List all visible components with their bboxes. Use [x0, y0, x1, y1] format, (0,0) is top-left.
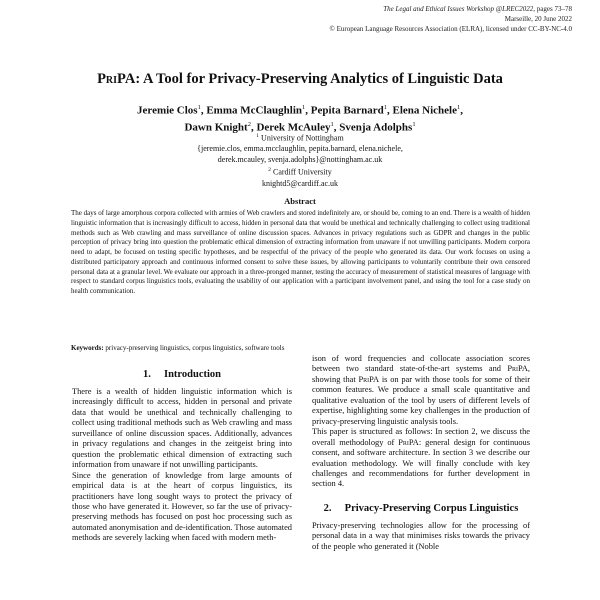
section-heading-privacy-preserving: 2. Privacy-Preserving Corpus Linguistics [323, 502, 519, 514]
affiliation-1-emails-line-2: derek.mcauley, svenja.adolphs}@nottingham.ac.uk [217, 154, 383, 164]
author: Derek McAuley [256, 121, 331, 134]
right-column [312, 354, 530, 552]
text-run: , showing that [312, 364, 530, 384]
paragraph: Privacy-preserving technologies allow for the processing of personal data in a way that minimises risks towards the privacy of the people who generated it (Noble [312, 520, 530, 551]
abstract-heading: Abstract [284, 196, 316, 206]
affiliation-number: 1 [256, 133, 260, 139]
author: Elena Nichele [392, 104, 457, 117]
copyright-line: © European Language Resources Association (ELRA), licensed under CC-BY-NC-4.0 [329, 25, 572, 33]
title-rest: : A Tool for Privacy-Preserving Analytics of Linguistic Data [135, 71, 503, 87]
author-line-1: Jeremie Clos$^1$, Emma McClaughlin$^1$, Pepita Barnard$^1$, Elena Nichele$^1$, [137, 104, 463, 117]
author: Dawn Knight [184, 121, 248, 134]
author-affiliation-mark: 1 [383, 104, 388, 111]
keywords [71, 344, 530, 353]
venue-pages: , pages 73–78 [533, 5, 572, 13]
left-column [72, 362, 292, 544]
keywords-text: privacy-preserving linguistics, corpus linguistics, software tools [103, 344, 285, 352]
author-affiliation-mark: 1 [412, 120, 416, 128]
affiliation-1 [80, 131, 520, 144]
author-affiliation-mark: 1 [457, 104, 461, 111]
paragraph [312, 354, 530, 427]
author-affiliation-mark: 1 [330, 120, 334, 128]
abstract-text: The days of large amorphous corpora collected with armies of Web crawlers and stored indefinitely are, or should be, coming to an end. There is a wealth of hidden linguistic information that is increasingly difficult to access, hidden in personal data that would be unethical and technically challenging to collect using traditional methods such as Web crawling and mass surveillance of online discussion spaces. Advances in privacy regulations such as GDPR and changes in the public perception of privacy bring into question the problematic ethical dimension of extracting information from unaware if not unwilling participants. Modern corpora need to adapt, be focused on testing specific hypotheses, and be respectful of the privacy of the people who generated its data. Our work focuses on using a distributed participatory approach and continuous informed consent to solve these issues, by allowing participants to voluntarily contribute their own censored personal data at a granular level. We evaluate our approach in a three-pronged manner, testing the accuracy of measurement of statistical measures of language with respect to standard corpus linguistics tools, evaluating the usability of our application with a participant involvement panel, and using the tool for a case study on health communication. [71, 209, 530, 295]
text-run: This paper is structured as follows: In section 2, we discuss the overall methodology of [312, 427, 530, 447]
tool-name: PriPA [398, 437, 419, 447]
affiliation-1-emails-line-1: {jeremie.clos, emma.mcclaughlin, pepita.barnard, elena.nichele, [197, 144, 403, 154]
author-line-2: Dawn Knight$^2$, Derek McAuley$^1$, Svenja Adolphs$^1$ [184, 120, 416, 134]
location-date: Marseille, 20 June 2022 [504, 15, 572, 23]
text-run: ison of word frequencies and collocate association scores between two standard state-of-the-art systems and [312, 354, 530, 374]
venue-line [12, 4, 572, 14]
tool-name: PriPA [507, 364, 528, 374]
author: Emma McClaughlin [206, 104, 302, 117]
text-run: is on par with those tools for some of their common features. We produce a small scale quantitative and qualitative evaluation of the tool by users of different levels of expertise, highlighting some key challenges in the production of privacy-preserving linguistic analysis tools. [312, 374, 530, 426]
tool-name: PriPA [358, 374, 380, 384]
paragraph [312, 427, 530, 490]
author: Pepita Barnard [310, 104, 384, 117]
affiliation-2-email: knightd5@cardiff.ac.uk [261, 178, 339, 188]
keywords-label: Keywords: [71, 344, 104, 352]
section-heading-introduction: 1. Introduction [143, 369, 221, 380]
venue-name: The Legal and Ethical Issues Workshop @LREC2022 [383, 5, 534, 13]
paragraph: Since the generation of knowledge from large amounts of empirical data is at the heart of corpus linguistics, its practitioners have long sought ways to protect the privacy of those who have generated it. However, so far the use of privacy-preserving methods has focused on post hoc processing such as automated anonymisation and de-identification. Those automated methods are severely lacking when faced with modern meth- [72, 470, 292, 543]
author: Jeremie Clos [137, 104, 198, 117]
affiliation-name: University of Nottingham [261, 133, 344, 143]
affiliation-2 [80, 165, 520, 178]
author-list [60, 101, 540, 134]
tool-name: PriPA [97, 71, 136, 87]
author-affiliation-mark: 1 [302, 104, 306, 111]
author-affiliation-mark: 2 [247, 120, 251, 128]
affiliation-name: Cardiff University [273, 168, 332, 178]
paper-title [0, 70, 600, 88]
affiliations [80, 131, 520, 189]
paragraph: There is a wealth of hidden linguistic information which is increasingly difficult to access, hidden in personal and private data that would be unethical and technically challenging to collect using traditional methods such as Web crawling and mass surveillance of online discussion spaces. Additionally, advances in privacy regulations and changes in the zeitgeist bring into question the problematic ethical dimension of extracting such information from unaware if not unwilling participants. [72, 387, 292, 470]
header-note [12, 4, 572, 34]
author: Svenja Adolphs [339, 121, 413, 134]
affiliation-number: 2 [268, 167, 271, 174]
author-affiliation-mark: 1 [197, 104, 201, 111]
text-run: : general design for continuous consent, and software architecture. In section 3 we describe our evaluation methodology. We will finally conclude with key challenges and recommendations for further development in section 4. [312, 437, 530, 489]
